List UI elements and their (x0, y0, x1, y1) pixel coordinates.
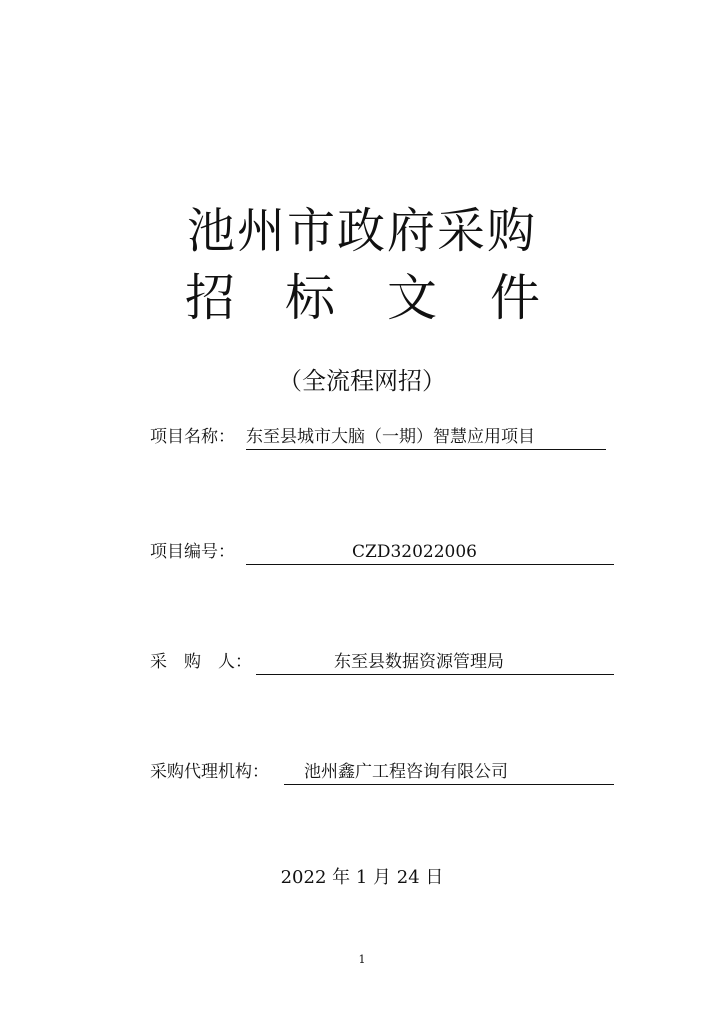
purchaser-underline (256, 650, 614, 675)
page-number: 1 (358, 953, 366, 966)
project-number-label: 项目编号： (150, 542, 235, 562)
document-type-char: 件 (490, 269, 540, 327)
project-name-underline (246, 425, 606, 450)
project-number-field (150, 540, 616, 566)
purchaser-value: 东至县数据资源管理局 (334, 652, 504, 672)
project-number-value: CZD32022006 (352, 542, 477, 562)
document-type-char: 招 (185, 269, 235, 327)
document-type-char: 标 (285, 269, 335, 327)
agency-field (150, 760, 616, 786)
purchaser-field (150, 650, 616, 676)
document-type-heading (0, 268, 724, 328)
document-subtitle: （全流程网招） (278, 367, 446, 395)
document-date: 2022 年 1 月 24 日 (280, 867, 444, 888)
agency-underline (284, 760, 614, 785)
project-name-value: 东至县城市大脑（一期）智慧应用项目 (246, 427, 535, 447)
project-name-label: 项目名称： (150, 427, 235, 447)
project-number-underline (246, 540, 614, 565)
project-name-field (150, 425, 610, 451)
document-type-char: 文 (387, 269, 437, 327)
document-title: 池州市政府采购 (186, 203, 537, 259)
agency-label: 采购代理机构： (150, 762, 269, 782)
agency-value: 池州鑫广工程咨询有限公司 (304, 762, 508, 782)
purchaser-label: 采 购 人： (150, 652, 252, 672)
